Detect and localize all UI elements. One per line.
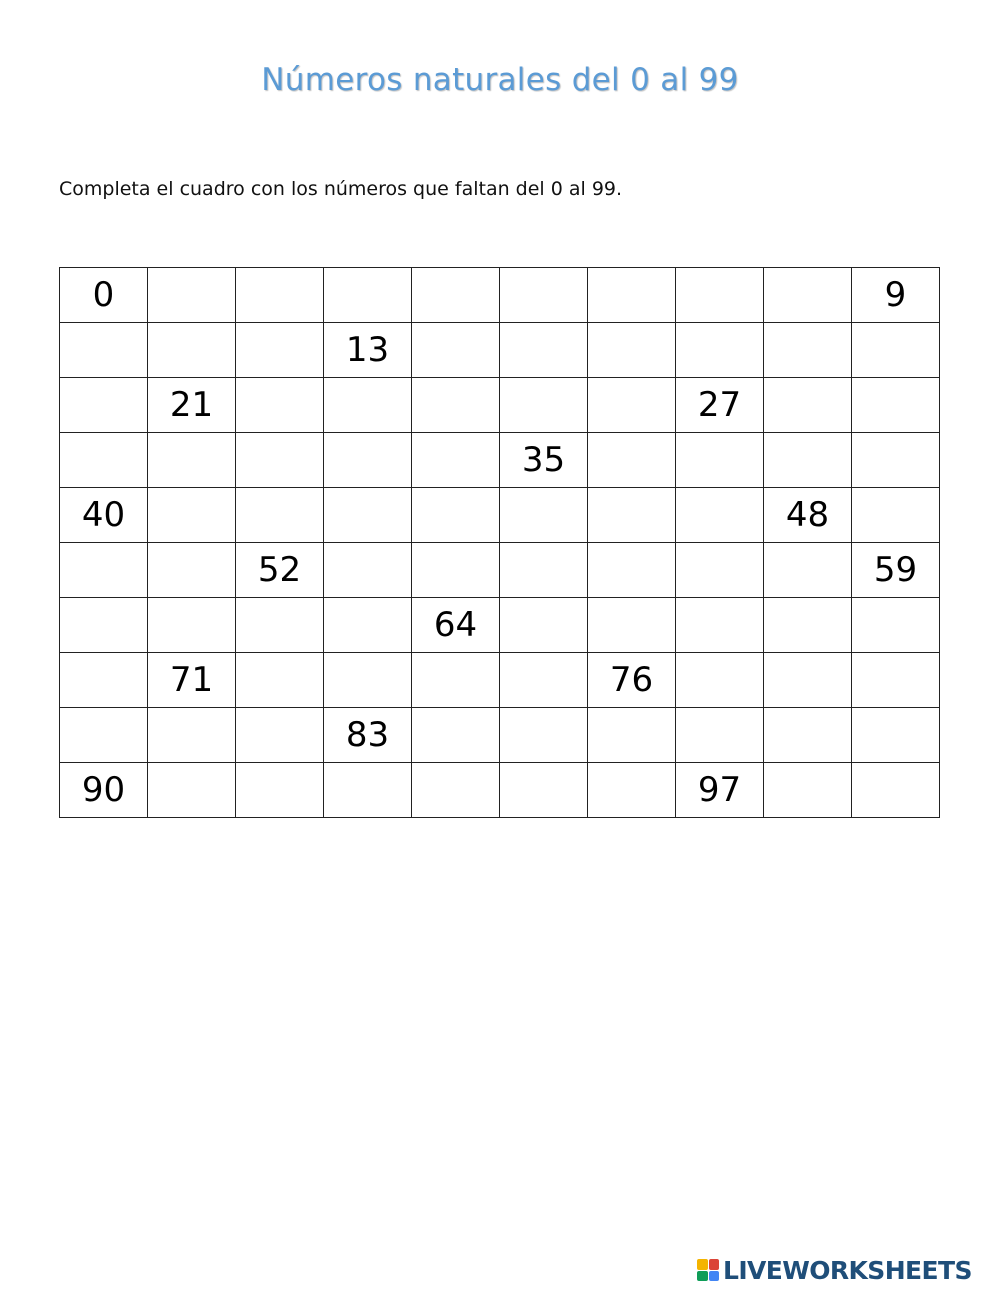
brand-name: LIVEWORKSHEETS — [723, 1255, 972, 1285]
grid-cell: 0 — [60, 268, 148, 323]
answer-input[interactable] — [326, 492, 410, 538]
grid-cell[interactable] — [148, 763, 236, 818]
answer-input[interactable] — [766, 327, 850, 373]
answer-input[interactable] — [238, 767, 322, 813]
grid-cell[interactable] — [148, 433, 236, 488]
grid-cell[interactable] — [236, 268, 324, 323]
answer-input[interactable] — [766, 767, 850, 813]
grid-row — [60, 268, 940, 323]
answer-input[interactable] — [326, 272, 410, 318]
grid-cell[interactable] — [236, 433, 324, 488]
answer-input[interactable] — [502, 547, 586, 593]
grid-cell[interactable] — [60, 323, 148, 378]
answer-input[interactable] — [678, 437, 762, 483]
answer-input[interactable] — [414, 767, 498, 813]
grid-cell[interactable] — [852, 378, 940, 433]
grid-row — [60, 323, 940, 378]
answer-input[interactable] — [326, 382, 410, 428]
answer-input[interactable] — [62, 327, 146, 373]
answer-input[interactable] — [414, 327, 498, 373]
answer-input[interactable] — [502, 657, 586, 703]
grid-cell[interactable] — [588, 323, 676, 378]
grid-cell[interactable] — [324, 543, 412, 598]
grid-row — [60, 488, 940, 543]
grid-cell[interactable] — [852, 653, 940, 708]
grid-cell[interactable] — [500, 763, 588, 818]
answer-input[interactable] — [326, 602, 410, 648]
grid-cell[interactable] — [412, 378, 500, 433]
grid-cell[interactable] — [764, 433, 852, 488]
answer-input[interactable] — [326, 547, 410, 593]
answer-input[interactable] — [502, 767, 586, 813]
answer-input[interactable] — [766, 272, 850, 318]
grid-cell[interactable] — [236, 323, 324, 378]
answer-input[interactable] — [62, 712, 146, 758]
answer-input[interactable] — [238, 437, 322, 483]
grid-cell[interactable] — [148, 598, 236, 653]
answer-input[interactable] — [678, 657, 762, 703]
grid-cell[interactable] — [588, 543, 676, 598]
brand-footer — [697, 1257, 972, 1283]
grid-cell[interactable] — [148, 708, 236, 763]
answer-input[interactable] — [590, 327, 674, 373]
grid-cell[interactable] — [588, 378, 676, 433]
instruction-text: Completa el cuadro con los números que faltan del 0 al 99. — [59, 178, 623, 200]
grid-cell: 59 — [852, 543, 940, 598]
grid-cell: 64 — [412, 598, 500, 653]
grid-cell: 13 — [324, 323, 412, 378]
grid-cell: 52 — [236, 543, 324, 598]
grid-cell[interactable] — [764, 708, 852, 763]
answer-input[interactable] — [326, 657, 410, 703]
grid-cell[interactable] — [852, 488, 940, 543]
logo-square — [709, 1271, 720, 1282]
answer-input[interactable] — [150, 767, 234, 813]
grid-cell[interactable] — [852, 323, 940, 378]
grid-cell[interactable] — [60, 653, 148, 708]
grid-cell[interactable] — [676, 268, 764, 323]
grid-cell[interactable] — [500, 708, 588, 763]
grid-row — [60, 763, 940, 818]
grid-cell[interactable] — [148, 543, 236, 598]
grid-row — [60, 378, 940, 433]
grid-cell[interactable] — [412, 323, 500, 378]
grid-cell[interactable] — [324, 763, 412, 818]
answer-input[interactable] — [678, 327, 762, 373]
page-title: Números naturales del 0 al 99 — [261, 62, 739, 98]
answer-input[interactable] — [62, 382, 146, 428]
grid-cell[interactable] — [236, 378, 324, 433]
answer-input[interactable] — [502, 272, 586, 318]
grid-cell: 83 — [324, 708, 412, 763]
answer-input[interactable] — [590, 437, 674, 483]
answer-input[interactable] — [62, 547, 146, 593]
answer-input[interactable] — [238, 712, 322, 758]
grid-cell: 35 — [500, 433, 588, 488]
grid-cell[interactable] — [412, 488, 500, 543]
answer-input[interactable] — [854, 712, 938, 758]
grid-cell[interactable] — [412, 543, 500, 598]
answer-input[interactable] — [854, 327, 938, 373]
answer-input[interactable] — [590, 272, 674, 318]
grid-cell[interactable] — [236, 763, 324, 818]
grid-cell[interactable] — [676, 598, 764, 653]
grid-cell: 21 — [148, 378, 236, 433]
grid-cell[interactable] — [588, 763, 676, 818]
logo-square — [697, 1259, 708, 1270]
grid-cell[interactable] — [412, 708, 500, 763]
answer-input[interactable] — [326, 767, 410, 813]
answer-input[interactable] — [766, 547, 850, 593]
answer-input[interactable] — [854, 437, 938, 483]
answer-input[interactable] — [678, 272, 762, 318]
answer-input[interactable] — [678, 712, 762, 758]
grid-cell[interactable] — [676, 653, 764, 708]
grid-cell[interactable] — [324, 268, 412, 323]
grid-cell[interactable] — [500, 598, 588, 653]
answer-input[interactable] — [854, 492, 938, 538]
grid-cell[interactable] — [500, 378, 588, 433]
answer-input[interactable] — [766, 712, 850, 758]
grid-cell[interactable] — [676, 323, 764, 378]
grid-cell[interactable] — [764, 268, 852, 323]
grid-cell[interactable] — [852, 433, 940, 488]
grid-cell: 48 — [764, 488, 852, 543]
answer-input[interactable] — [414, 712, 498, 758]
answer-input[interactable] — [414, 437, 498, 483]
grid-cell[interactable] — [852, 598, 940, 653]
grid-cell[interactable] — [500, 488, 588, 543]
grid-cell[interactable] — [412, 433, 500, 488]
grid-cell[interactable] — [148, 268, 236, 323]
grid-cell[interactable] — [676, 488, 764, 543]
answer-input[interactable] — [150, 437, 234, 483]
grid-cell[interactable] — [148, 323, 236, 378]
grid-cell[interactable] — [588, 433, 676, 488]
grid-cell[interactable] — [500, 543, 588, 598]
grid-cell[interactable] — [60, 543, 148, 598]
grid-cell: 27 — [676, 378, 764, 433]
answer-input[interactable] — [590, 382, 674, 428]
answer-input[interactable] — [502, 327, 586, 373]
answer-input[interactable] — [150, 272, 234, 318]
answer-input[interactable] — [502, 492, 586, 538]
grid-cell[interactable] — [148, 488, 236, 543]
answer-input[interactable] — [150, 712, 234, 758]
grid-cell[interactable] — [236, 708, 324, 763]
answer-input[interactable] — [590, 547, 674, 593]
grid-cell[interactable] — [324, 433, 412, 488]
answer-input[interactable] — [238, 382, 322, 428]
answer-input[interactable] — [150, 547, 234, 593]
answer-input[interactable] — [766, 657, 850, 703]
logo-square — [709, 1259, 720, 1270]
grid-cell[interactable] — [60, 598, 148, 653]
grid-cell[interactable] — [324, 488, 412, 543]
grid-cell[interactable] — [500, 268, 588, 323]
grid-cell[interactable] — [588, 598, 676, 653]
answer-input[interactable] — [62, 657, 146, 703]
grid-cell[interactable] — [60, 708, 148, 763]
answer-input[interactable] — [590, 602, 674, 648]
grid-cell[interactable] — [324, 378, 412, 433]
answer-input[interactable] — [854, 767, 938, 813]
answer-input[interactable] — [590, 767, 674, 813]
answer-input[interactable] — [150, 492, 234, 538]
grid-cell[interactable] — [852, 763, 940, 818]
answer-input[interactable] — [62, 602, 146, 648]
answer-input[interactable] — [766, 382, 850, 428]
grid-cell[interactable] — [764, 543, 852, 598]
logo-square — [697, 1271, 708, 1282]
answer-input[interactable] — [590, 712, 674, 758]
answer-input[interactable] — [502, 602, 586, 648]
answer-input[interactable] — [414, 657, 498, 703]
number-grid — [59, 267, 940, 818]
answer-input[interactable] — [238, 492, 322, 538]
answer-input[interactable] — [326, 437, 410, 483]
grid-cell[interactable] — [764, 598, 852, 653]
grid-cell[interactable] — [412, 268, 500, 323]
answer-input[interactable] — [854, 382, 938, 428]
grid-cell[interactable] — [500, 323, 588, 378]
grid-cell[interactable] — [764, 653, 852, 708]
liveworksheets-logo-icon — [697, 1259, 719, 1281]
grid-cell[interactable] — [236, 653, 324, 708]
answer-input[interactable] — [678, 492, 762, 538]
grid-cell[interactable] — [412, 763, 500, 818]
grid-cell[interactable] — [588, 268, 676, 323]
answer-input[interactable] — [678, 602, 762, 648]
grid-cell[interactable] — [588, 708, 676, 763]
grid-cell[interactable] — [852, 708, 940, 763]
grid-cell[interactable] — [676, 543, 764, 598]
answer-input[interactable] — [854, 657, 938, 703]
answer-input[interactable] — [766, 602, 850, 648]
grid-cell[interactable] — [412, 653, 500, 708]
grid-cell: 90 — [60, 763, 148, 818]
grid-cell[interactable] — [324, 598, 412, 653]
grid-cell[interactable] — [676, 433, 764, 488]
grid-cell[interactable] — [764, 763, 852, 818]
answer-input[interactable] — [502, 382, 586, 428]
grid-cell: 76 — [588, 653, 676, 708]
answer-input[interactable] — [62, 437, 146, 483]
grid-row — [60, 653, 940, 708]
answer-input[interactable] — [238, 602, 322, 648]
grid-cell[interactable] — [764, 378, 852, 433]
answer-input[interactable] — [238, 657, 322, 703]
answer-input[interactable] — [238, 327, 322, 373]
grid-row — [60, 708, 940, 763]
answer-input[interactable] — [766, 437, 850, 483]
answer-input[interactable] — [414, 382, 498, 428]
grid-cell[interactable] — [588, 488, 676, 543]
answer-input[interactable] — [238, 272, 322, 318]
grid-cell: 40 — [60, 488, 148, 543]
answer-input[interactable] — [414, 492, 498, 538]
grid-cell[interactable] — [676, 708, 764, 763]
grid-cell[interactable] — [60, 378, 148, 433]
answer-input[interactable] — [150, 602, 234, 648]
answer-input[interactable] — [502, 712, 586, 758]
grid-cell[interactable] — [236, 488, 324, 543]
answer-input[interactable] — [590, 492, 674, 538]
grid-cell[interactable] — [764, 323, 852, 378]
answer-input[interactable] — [414, 547, 498, 593]
grid-row — [60, 433, 940, 488]
grid-cell[interactable] — [324, 653, 412, 708]
answer-input[interactable] — [678, 547, 762, 593]
grid-cell: 71 — [148, 653, 236, 708]
answer-input[interactable] — [414, 272, 498, 318]
answer-input[interactable] — [854, 602, 938, 648]
grid-cell: 97 — [676, 763, 764, 818]
grid-cell[interactable] — [60, 433, 148, 488]
grid-cell: 9 — [852, 268, 940, 323]
grid-cell[interactable] — [236, 598, 324, 653]
answer-input[interactable] — [150, 327, 234, 373]
grid-row — [60, 543, 940, 598]
grid-row — [60, 598, 940, 653]
grid-cell[interactable] — [500, 653, 588, 708]
